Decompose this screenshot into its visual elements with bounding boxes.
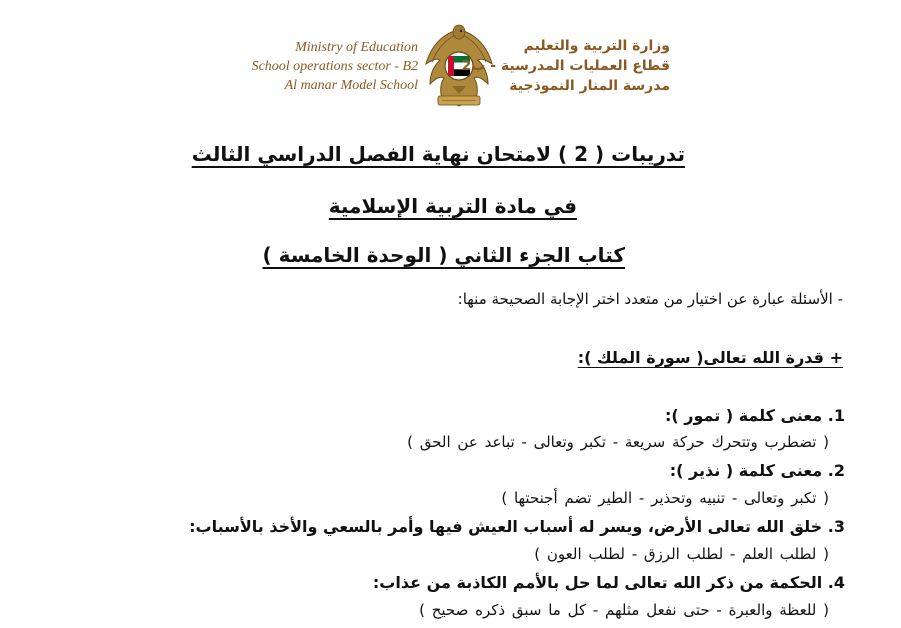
question-1-options: ( تضطرب وتتحرك حركة سريعة - تكبر وتعالى - تباعد عن الحق ): [407, 433, 829, 451]
instruction-text: - الأسئلة عبارة عن اختيار من متعدد اختر الإجابة الصحيحة منها:: [457, 290, 843, 308]
question-2: 2. معنى كلمة ( نذير ):: [669, 461, 845, 480]
question-4-options: ( للعظة والعبرة - حتى نفعل مثلهم - كل ما سبق ذكره صحيح ): [419, 601, 829, 619]
school-name-en: Al manar Model School: [284, 78, 418, 93]
ministry-name-ar: وزارة التربية والتعليم: [523, 38, 670, 54]
sector-name-ar: قطاع العمليات المدرسية - ب2: [461, 58, 670, 74]
question-2-options: ( تكبر وتعالى - تنبيه وتحذير - الطير تضم أجنحتها ): [501, 489, 829, 507]
question-3: 3. خلق الله تعالى الأرض، ويسر له أسباب العيش فيها وأمر بالسعي والأخذ بالأسباب:: [189, 517, 845, 536]
sector-name-en: School operations sector - B2: [251, 59, 418, 74]
header-arabic: [461, 36, 670, 96]
subject-title: في مادة التربية الإسلامية: [328, 194, 577, 218]
question-3-options: ( لطلب العلم - لطلب الرزق - لطلب العون ): [534, 545, 829, 563]
header-english: [238, 38, 418, 95]
school-name-ar: مدرسة المنار النموذجية: [509, 78, 670, 94]
ministry-name-en: Ministry of Education: [295, 40, 418, 55]
question-1: 1. معنى كلمة ( تمور ):: [665, 406, 845, 425]
unit-title: كتاب الجزء الثاني ( الوحدة الخامسة ): [262, 243, 625, 267]
question-4: 4. الحكمة من ذكر الله تعالى لما حل بالأمم الكاذبة من عذاب:: [372, 573, 845, 592]
section-heading: + قدرة الله تعالى( سورة الملك ):: [577, 348, 843, 367]
worksheet-title: تدريبات ( 2 ) لامتحان نهاية الفصل الدراسي الثالث: [191, 142, 685, 166]
